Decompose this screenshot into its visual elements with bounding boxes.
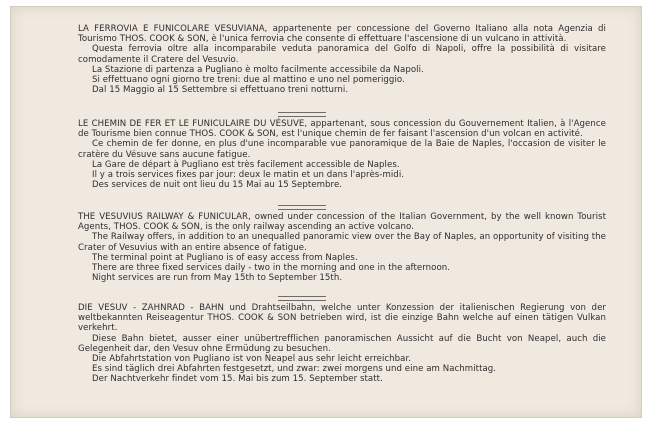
french-paragraph-3: La Gare de départ à Pugliano est très facilement accessible de Naples.: [92, 159, 400, 170]
french-paragraph-2: Ce chemin de fer donne, en plus d'une incomparable vue panoramique de la Baie de Naples, l'occasion de visiter le cratère du Vésuve sans aucune fatigue.: [78, 139, 606, 160]
section-french: [78, 119, 606, 190]
german-paragraph-2: Diese Bahn bietet, ausser einer unübertrefflichen panoramischen Aussicht auf die Bucht von Neapel, auch die Gelegenheit dar, den Vesuv ohne Ermüdung zu besuchen.: [78, 333, 606, 354]
italian-paragraph-3: La Stazione di partenza a Pugliano è molto facilmente accessibile da Napoli.: [92, 64, 424, 75]
divider-2: [278, 205, 326, 210]
english-paragraph-3: The terminal point at Pugliano is of easy access from Naples.: [92, 252, 358, 263]
german-paragraph-4: Es sind täglich drei Abfahrten festgesetzt, und zwar: zwei morgens und eine am Nachmittag.: [92, 364, 497, 375]
italian-paragraph-5: Dal 15 Maggio al 15 Settembre si effettuano treni notturni.: [92, 85, 349, 96]
italian-paragraph-2: Questa ferrovia oltre alla incomparabile veduta panoramica del Golfo di Napoli, offre la possibilità di visitare comodamente il Cratere del Vesuvio.: [78, 44, 606, 65]
divider-1: [278, 112, 326, 117]
section-german: [78, 303, 606, 385]
italian-paragraph-1: LA FERROVIA E FUNICOLARE VESUVIANA, appartenente per concessione del Governo Italiano alla nota Agenzia di Tourismo THOS. COOK & SON, è l'unica ferrovia che consente di effettuare l'ascensione di un vulcano in attività.: [78, 24, 606, 45]
section-english: [78, 212, 606, 283]
divider-3: [278, 296, 326, 301]
german-paragraph-5: Der Nachtverkehr findet vom 15. Mai bis zum 15. September statt.: [92, 374, 383, 385]
french-paragraph-1: LE CHEMIN DE FER ET LE FUNICULAIRE DU VÉSUVE, appartenant, sous concession du Gouvernement Italien, à l'Agence de Tourisme bien connue THOS. COOK & SON, est l'unique chemin de fer faisant l'ascension d'un volcan en activité.: [78, 119, 606, 140]
english-paragraph-5: Night services are run from May 15th to September 15th.: [92, 273, 343, 284]
section-italian: [78, 24, 606, 95]
english-paragraph-1: THE VESUVIUS RAILWAY & FUNICULAR, owned under concession of the Italian Government, by the well known Tourist Agents, THOS. COOK & SON, is the only railway ascending an active volcano.: [78, 212, 606, 233]
french-paragraph-4: Il y a trois services fixes par jour: deux le matin et un dans l'après-midi.: [92, 170, 405, 181]
english-paragraph-2: The Railway offers, in addition to an unequalled panoramic view over the Bay of Naples, an opportunity of visiting the Crater of Vesuvius with an entire absence of fatigue.: [78, 232, 606, 253]
french-paragraph-5: Des services de nuit ont lieu du 15 Mai au 15 Septembre.: [92, 180, 343, 191]
italian-paragraph-4: Si effettuano ogni giorno tre treni: due al mattino e uno nel pomeriggio.: [92, 75, 405, 86]
german-paragraph-1: DIE VESUV - ZAHNRAD - BAHN und Drahtseilbahn, welche unter Konzession der italienischen Regierung von der weltbekannten Reiseagentur THOS. COOK & SON betrieben wird, ist die einzige Bahn welche auf einen tätigen Vulkan verkehrt.: [78, 303, 606, 334]
german-paragraph-3: Die Abfahrtstation von Pugliano ist von Neapel aus sehr leicht erreichbar.: [92, 354, 412, 365]
english-paragraph-4: There are three fixed services daily - two in the morning and one in the afternoon.: [92, 263, 451, 274]
